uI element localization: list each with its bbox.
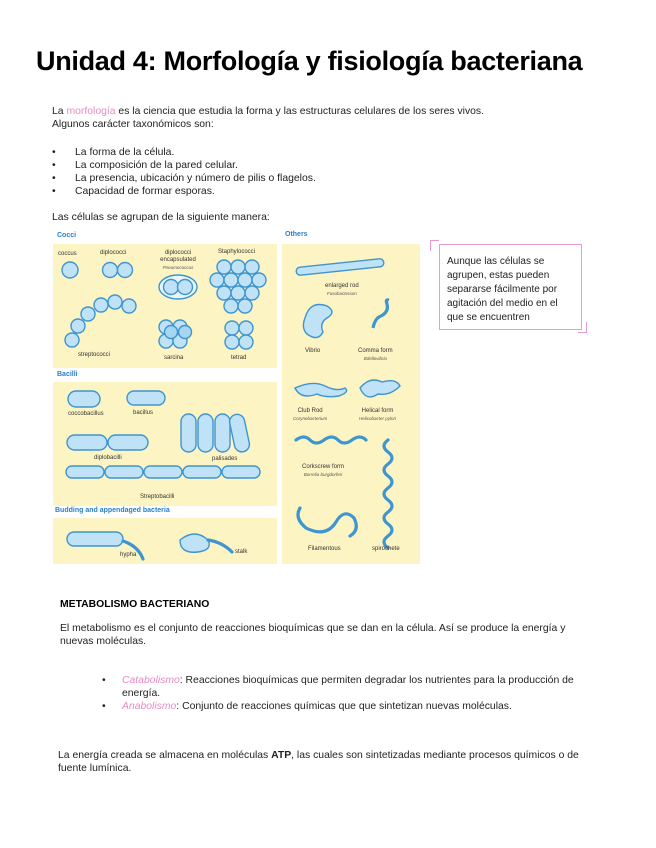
bacilli-title: Bacilli xyxy=(57,371,78,378)
list-item: • La composición de la pared celular. xyxy=(52,159,552,172)
label-vibrio: Vibrio xyxy=(305,348,321,354)
label-spirochete: spirochete xyxy=(372,546,400,552)
metabolism-heading: METABOLISMO BACTERIANO xyxy=(60,599,210,610)
note-box xyxy=(439,244,582,330)
label-bacillus: bacillus xyxy=(133,410,154,416)
label-palisades: palisades xyxy=(212,456,238,462)
energy-paragraph xyxy=(58,749,603,775)
budding-panel xyxy=(53,518,277,564)
metabolism-list xyxy=(102,674,602,713)
label-streptococci: streptococci xyxy=(78,352,111,358)
label-diplococci: diplococci xyxy=(100,250,127,256)
intro-paragraph xyxy=(52,105,592,131)
anabolismo-text: : Conjunto de reacciones químicas que que sintetizan nuevas moléculas. xyxy=(176,701,512,712)
label-diplococci-encapsulated: diplococci encapsulated Pneumococcus xyxy=(160,250,196,270)
morfologia-term: morfología xyxy=(66,106,116,117)
list-item: • La presencia, ubicación y número de pilis o flagelos. xyxy=(52,172,552,185)
list-item: • Capacidad de formar esporas. xyxy=(52,185,552,198)
label-club-rod: Club Rod Corynebacterium xyxy=(293,408,328,421)
budding-title: Budding and appendaged bacteria xyxy=(55,507,170,514)
label-diplobacilli: diplobacilli xyxy=(94,455,122,461)
label-streptobacilli: Streptobacilli xyxy=(140,494,175,500)
cocci-title: Cocci xyxy=(57,232,77,239)
list-item: • La forma de la célula. xyxy=(52,146,552,159)
energy-prefix: La energía creada se almacena en moléculas xyxy=(58,750,272,761)
label-filamentous: Filamentous xyxy=(308,546,341,552)
note-corner-top xyxy=(430,240,439,251)
label-hypha: hypha xyxy=(120,552,137,558)
intro-line2: Algunos carácter taxonómicos son: xyxy=(52,119,214,130)
label-helical-form: Helical form Helicobacter pylori xyxy=(359,408,397,421)
others-title: Others xyxy=(285,231,308,238)
label-staphylococci: Staphylococci xyxy=(218,249,256,255)
list-item xyxy=(102,674,602,700)
label-sarcina: sarcina xyxy=(164,355,184,361)
bacilli-panel xyxy=(53,382,277,506)
traits-list xyxy=(52,146,552,198)
label-coccobacillus: coccobacillus xyxy=(68,411,104,417)
catabolismo-term: Catabolismo xyxy=(122,675,180,686)
intro-prefix: La xyxy=(52,106,67,117)
label-enlarged-rod: enlarged rod Fusobacterium xyxy=(325,283,359,296)
label-corkscrew-form: Corkscrew form Borrelia burgdorferi xyxy=(302,464,345,477)
page-title: Unidad 4: Morfología y fisiología bacteriana xyxy=(36,46,583,76)
label-comma-form: Comma form Bdellovibrio xyxy=(358,348,393,361)
anabolismo-term: Anabolismo xyxy=(122,701,177,712)
label-coccus: coccus xyxy=(58,251,77,257)
atp-term: ATP xyxy=(271,750,292,761)
label-stalk: stalk xyxy=(235,549,248,555)
grouping-intro: Las células se agrupan de la siguiente manera: xyxy=(52,212,270,223)
list-item xyxy=(102,700,602,713)
metabolism-definition: El metabolismo es el conjunto de reacciones bioquímicas que se dan en la célula. Así se produce la energía y nuevas moléculas. xyxy=(60,623,566,647)
catabolismo-text: : Reacciones bioquímicas que permiten degradar los nutrientes para la producción de energía. xyxy=(122,675,574,699)
label-tetrad: tetrad xyxy=(231,355,247,361)
intro-suffix: es la ciencia que estudia la forma y las estructuras celulares de los seres vivos. xyxy=(115,106,485,117)
energy-suffix: , las cuales son sintetizadas mediante procesos químicos o de fuente lumínica. xyxy=(58,750,579,774)
note-text: Aunque las células se agrupen, estas pueden separarse fácilmente por agitación del medio en el que se encuentren xyxy=(447,256,558,323)
